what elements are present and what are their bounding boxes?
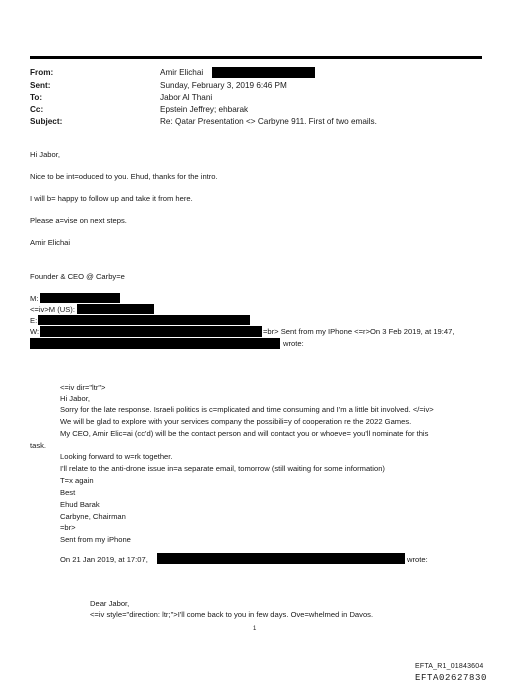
quoted-task: task. <box>30 441 47 450</box>
header-rule <box>30 56 482 59</box>
to-value: Jabor Al Thani <box>160 93 213 102</box>
page-number: 1 <box>253 626 257 632</box>
quoted-ceo: My CEO, Amir Elic=ai (cc'd) will be the contact person and will contact you or whoeve= you'll nominate for this <box>60 429 429 438</box>
quoted-sent-from: Sent from my iPhone <box>60 535 131 544</box>
quoted-relate: I'll relate to the anti-drone issue in=a separate email, tomorrow (still waiting for some information) <box>60 464 385 473</box>
quoted-on-date: On 21 Jan 2019, at 17:07, <box>60 555 148 564</box>
footer-code-primary: EFTA_R1_01843604 <box>415 663 484 670</box>
subject-value: Re: Qatar Presentation <> Carbyne 911. First of two emails. <box>160 117 377 126</box>
sent-value: Sunday, February 3, 2019 6:46 PM <box>160 81 287 90</box>
signature-email-label: E: <box>30 316 38 325</box>
redaction-mobile-us <box>77 304 154 314</box>
redaction-email <box>38 315 250 325</box>
quoted-best: Best <box>60 488 76 497</box>
sent-from-iphone-line: =br> Sent from my IPhone <=r>On 3 Feb 2019, at 19:47, <box>263 327 455 336</box>
subject-label: Subject: <box>30 117 63 126</box>
quoted-wrote-2: wrote: <box>407 555 428 564</box>
quoted-looking: Looking forward to w=rk together. <box>60 452 173 461</box>
davos-greeting: Dear Jabor, <box>90 599 130 608</box>
to-label: To: <box>30 93 43 102</box>
signature-name: Amir Elichai <box>30 238 71 247</box>
quoted-div-dir: <=iv dir="ltr"> <box>60 383 106 392</box>
redaction-from-email <box>212 67 315 78</box>
signature-web-label: W: <box>30 327 40 336</box>
quoted-glad: We will be glad to explore with your services company the possibili=y of cooperation re the 2022 Games. <box>60 417 412 426</box>
signature-div-mobile: <=iv>M (US): <box>30 305 75 314</box>
from-value: Amir Elichai <box>160 68 204 77</box>
redaction-quoted-sender <box>30 338 280 349</box>
cc-value: Epstein Jeffrey; ehbarak <box>160 105 249 114</box>
quoted-sender-name: Ehud Barak <box>60 500 100 509</box>
greeting: Hi Jabor, <box>30 150 60 159</box>
signature-title: Founder & CEO @ Carby=e <box>30 272 125 281</box>
footer-code-secondary: EFTA02627830 <box>415 673 488 683</box>
quoted-wrote: wrote: <box>283 339 304 348</box>
quoted-sorry: Sorry for the late response. Israeli politics is c=mplicated and time consuming and I'm a little bit involved. </=iv> <box>60 405 434 414</box>
cc-label: Cc: <box>30 105 44 114</box>
redaction-quoted-sender-2 <box>157 553 405 564</box>
sent-label: Sent: <box>30 81 51 90</box>
quoted-sender-title: Carbyne, Chairman <box>60 512 126 521</box>
body-line-followup: I will b= happy to follow up and take it from here. <box>30 194 193 203</box>
quoted-thanks-again: T=x again <box>60 476 94 485</box>
from-label: From: <box>30 68 54 77</box>
quoted-greeting: Hi Jabor, <box>60 394 90 403</box>
body-line-advise: Please a=vise on next steps. <box>30 216 127 225</box>
body-line-intro: Nice to be int=oduced to you. Ehud, thanks for the intro. <box>30 172 218 181</box>
davos-line: <=iv style="direction: ltr;">I'll come back to you in few days. Ove=whelmed in Davos. <box>90 610 374 619</box>
redaction-mobile <box>40 293 120 303</box>
redaction-web <box>40 326 262 337</box>
quoted-br: =br> <box>60 523 76 532</box>
signature-mobile-label: M: <box>30 294 39 303</box>
